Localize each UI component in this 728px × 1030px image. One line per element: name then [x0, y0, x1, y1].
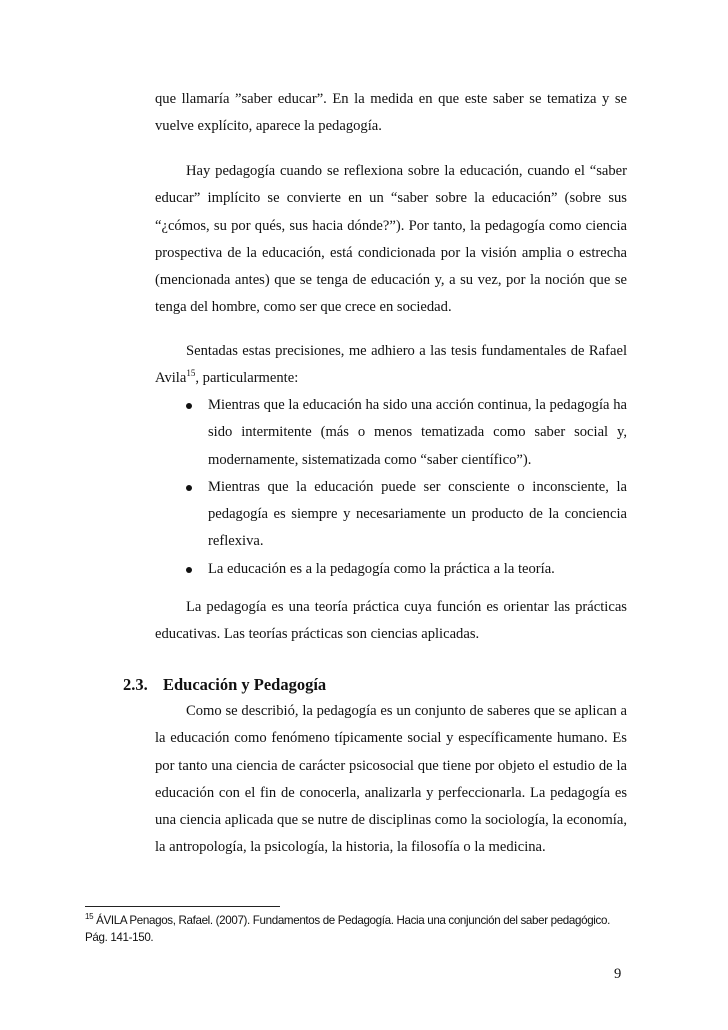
paragraph-teoria-practica: La pedagogía es una teoría práctica cuya función es orientar las prácticas educativas. Las teorías prácticas son ciencias aplicadas. — [155, 599, 627, 643]
paragraph-hay-pedagogia: Hay pedagogía cuando se reflexiona sobre la educación, cuando el “saber educar” implícito se convierte en un “saber sobre la educación” (sobre sus “¿cómos, su por qués, sus hacia dónde?”). Por tanto, la pedagogía como ciencia prospectiva de la educación, está condicionada por la visión amplia o estrecha (mencionada antes) que se tenga de educación y, a su vez, por la noción que se tenga del hombre, como ser que crece en sociedad. — [155, 163, 627, 316]
list-item — [155, 556, 627, 583]
footnote-separator — [85, 906, 280, 907]
page-number: 9 — [614, 966, 622, 982]
list-item — [155, 474, 627, 556]
footnote — [85, 913, 625, 946]
bullet-text: Mientras que la educación ha sido una acción continua, la pedagogía ha sido intermitente (más o menos tematizada como saber social y, modernamente, sistematizada como “saber científico”). — [208, 397, 627, 468]
footnote-text: ÁVILA Penagos, Rafael. (2007). Fundamentos de Pedagogía. Hacia una conjunción del saber pedagógico. Pág. 141-150. — [85, 914, 610, 944]
bullet-icon — [186, 403, 192, 409]
paragraph-text-after: , particularmente: — [195, 370, 299, 387]
bullet-text: La educación es a la pedagogía como la práctica a la teoría. — [208, 560, 555, 577]
section-heading — [123, 674, 326, 696]
paragraph-educacion-pedagogia: Como se describió, la pedagogía es un conjunto de saberes que se aplican a la educación como fenómeno típicamente social y específicamente humano. Es por tanto una ciencia de carácter psicosocial que tiene por objeto el estudio de la educación con el fin de conocerla, analizarla y perfeccionarla. La pedagogía es una ciencia aplicada que se nutre de disciplinas como la sociología, la economía, la antropología, la psicología, la historia, la filosofía o la medicina. — [155, 703, 627, 856]
bullet-text: Mientras que la educación puede ser consciente o inconsciente, la pedagogía es siempre y necesariamente un producto de la conciencia reflexiva. — [208, 478, 627, 550]
paragraph-text-before: Sentadas estas precisiones, me adhiero a las tesis fundamentales de Rafael Avila — [155, 343, 627, 387]
footnote-reference[interactable]: 15 — [186, 368, 196, 379]
bullet-icon — [186, 485, 192, 491]
section-number: 2.3. — [123, 675, 148, 694]
section-title: Educación y Pedagogía — [163, 675, 327, 694]
list-item — [155, 392, 627, 474]
footnote-mark: 15 — [85, 912, 94, 922]
bullet-list — [155, 392, 627, 583]
bullet-icon — [186, 567, 192, 573]
paragraph-saber-educar: que llamaría ”saber educar”. En la medida en que este saber se tematiza y se vuelve explícito, aparece la pedagogía. — [155, 91, 627, 135]
paragraph-sentadas-precisiones — [155, 338, 627, 393]
